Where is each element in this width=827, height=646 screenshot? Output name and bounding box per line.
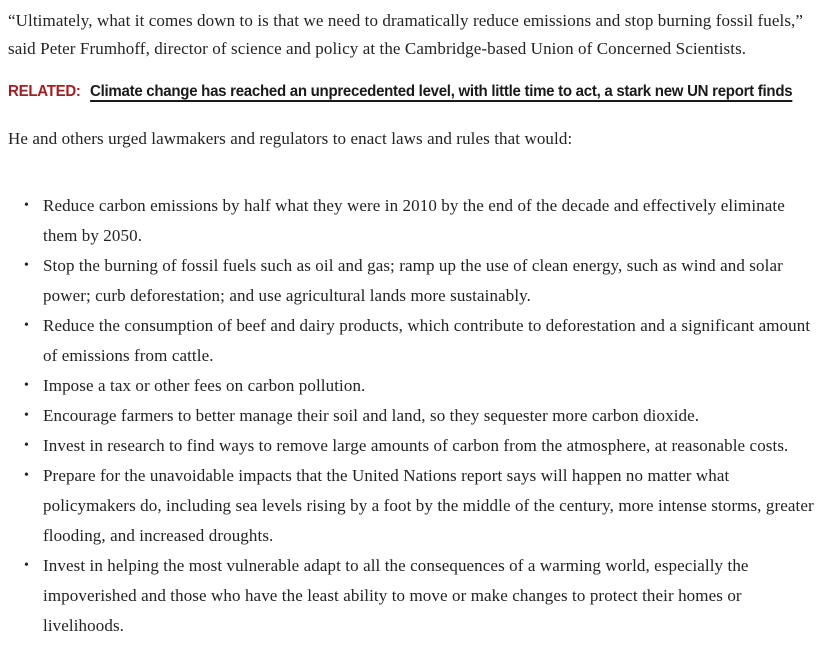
list-item: • Invest in helping the most vulnerable adapt to all the consequences of a warming world, especially the impoverished and those who have the least ability to move or make changes to protect their homes or livelihoods.	[43, 551, 817, 641]
list-item: • Reduce carbon emissions by half what they were in 2010 by the end of the decade and effectively eliminate them by 2050.	[43, 191, 817, 251]
related-label: RELATED:	[8, 83, 81, 100]
list-item: • Invest in research to find ways to remove large amounts of carbon from the atmosphere, at reasonable costs.	[43, 431, 817, 461]
list-item: • Reduce the consumption of beef and dairy products, which contribute to deforestation and a significant amount of emissions from cattle.	[43, 311, 817, 371]
intro-paragraph: He and others urged lawmakers and regulators to enact laws and rules that would:	[8, 129, 573, 148]
list-item: • Prepare for the unavoidable impacts that the United Nations report says will happen no matter what policymakers do, including sea levels rising by a foot by the middle of the century, more intense storms, greater flooding, and increased droughts.	[43, 461, 817, 551]
list-item: • Encourage farmers to better manage their soil and land, so they sequester more carbon dioxide.	[43, 401, 817, 431]
quote-paragraph: “Ultimately, what it comes down to is that we need to dramatically reduce emissions and stop burning fossil fuels,” said Peter Frumhoff, director of science and policy at the Cambridge-based Union of Concerned Scientists.	[8, 11, 804, 58]
related-link[interactable]: Climate change has reached an unprecedented level, with little time to act, a stark new UN report finds	[90, 83, 793, 100]
related-inner	[8, 83, 792, 101]
list-item: • Impose a tax or other fees on carbon pollution.	[43, 371, 817, 401]
related-row	[8, 83, 817, 101]
recommendations-list	[8, 191, 817, 641]
list-item: • Stop the burning of fossil fuels such as oil and gas; ramp up the use of clean energy, such as wind and solar power; curb deforestation; and use agricultural lands more sustainably.	[43, 251, 817, 311]
